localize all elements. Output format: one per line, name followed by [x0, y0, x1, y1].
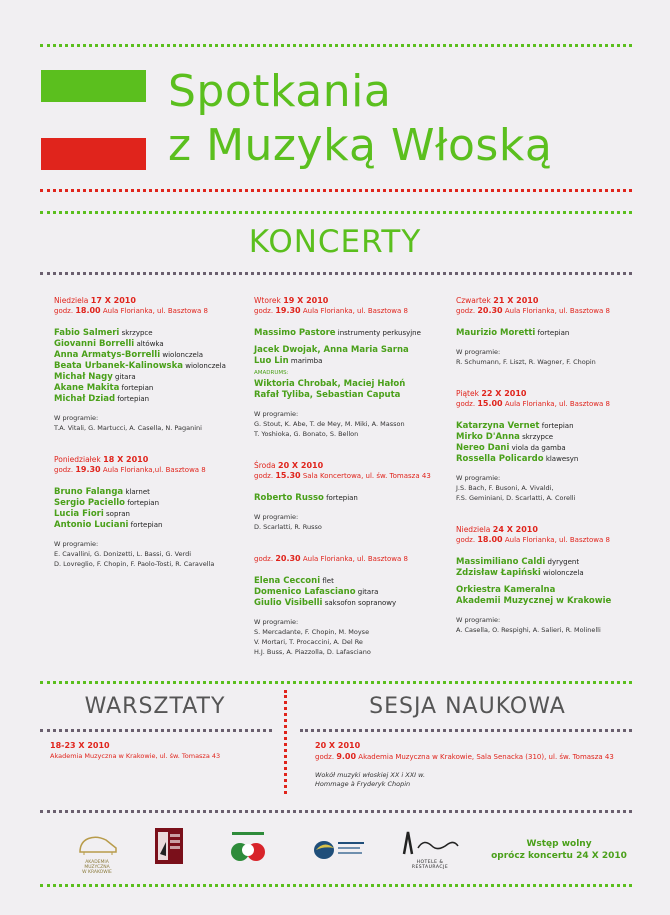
- concert-venue: Aula Florianka, ul. Basztowa 8: [302, 307, 408, 315]
- performer-instrument: fortepian: [127, 499, 160, 507]
- hotel-caption: HOTELE & RESTAURACJE: [411, 860, 449, 870]
- program-label: W programie:: [254, 618, 299, 626]
- performer-instrument: sopran: [106, 510, 130, 518]
- concert-date: 21 X 2010: [493, 296, 539, 305]
- grey-dots-right: [300, 729, 632, 732]
- concert-venue: Aula Florianka, ul. Basztowa 8: [504, 307, 610, 315]
- performer-row: [456, 421, 656, 432]
- concert-time: 20.30: [275, 554, 301, 563]
- concert-time: 15.30: [275, 471, 301, 480]
- concert-column-1: [54, 296, 254, 591]
- flag-green-stripe: [41, 70, 146, 102]
- concert-time-label: godz.: [54, 307, 74, 315]
- program-label: W programie:: [456, 616, 501, 624]
- akademia-text-1: AKADEMIA: [85, 860, 109, 865]
- title-line1: Spotkania: [168, 66, 392, 117]
- akademia-text-2: MUZYCZNA: [84, 865, 110, 870]
- grey-dots-1: [40, 272, 632, 275]
- program-line: A. Casella, O. Respighi, A. Salieri, R. Molinelli: [456, 626, 601, 634]
- performer-row: [254, 598, 454, 609]
- concert-day: Poniedziałek: [54, 455, 101, 464]
- performer-name: Elena Cecconi: [254, 576, 321, 586]
- program-line: D. Lovreglio, F. Chopin, F. Paolo-Tosti, R. Caravella: [54, 560, 215, 568]
- performer-name: Orkiestra Kameralna: [456, 585, 556, 595]
- concert-block: [456, 389, 656, 525]
- performer-row: [54, 350, 254, 361]
- concert-time-venue: [54, 465, 254, 475]
- performer-name: Akademii Muzycznej w Krakowie: [456, 596, 612, 606]
- performer-name: Lucia Fiori: [54, 509, 104, 519]
- concert-time-label: godz.: [254, 307, 274, 315]
- concert-time-label: godz.: [456, 400, 476, 408]
- performer-row: [456, 557, 656, 568]
- performer-instrument: skrzypce: [121, 329, 153, 337]
- top-green-dots: [40, 44, 632, 47]
- performer-row: [456, 568, 656, 579]
- concert-day: Czwartek: [456, 296, 491, 305]
- concert-block: [254, 461, 454, 554]
- performer-name: Antonio Luciani: [54, 520, 129, 530]
- performer-instrument: klawesyn: [545, 455, 579, 463]
- concert-date: 17 X 2010: [90, 296, 136, 305]
- performer-name: Giulio Visibelli: [254, 598, 323, 608]
- performer-name: Michał Nagy: [54, 372, 113, 382]
- performer-instrument: dyrygent: [547, 558, 580, 566]
- concert-venue: Aula Florianka,ul. Basztowa 8: [102, 466, 206, 474]
- performer-instrument: instrumenty perkusyjne: [337, 329, 421, 337]
- performer-instrument: flet: [322, 577, 334, 585]
- performer-name: Mirko D'Anna: [456, 432, 520, 442]
- concert-time-venue: [456, 399, 656, 409]
- session-date: 20 X 2010: [315, 741, 361, 750]
- performer-instrument: fortepian: [117, 395, 150, 403]
- performer-row: [54, 520, 254, 531]
- red-dots-1: [40, 189, 632, 192]
- admission: [484, 838, 634, 862]
- performer-name: Nereo Dani: [456, 443, 510, 453]
- concert-day: Niedziela: [54, 296, 89, 305]
- concert-day: Wtorek: [254, 296, 281, 305]
- performer-instrument: fortepian: [121, 384, 154, 392]
- comites-logo: [226, 832, 270, 864]
- performer-name: Akane Makita: [54, 383, 120, 393]
- performer-row: [54, 339, 254, 350]
- program-line: R. Schumann, F. Liszt, R. Wagner, F. Chopin: [456, 358, 596, 366]
- concert-time-label: godz.: [54, 466, 74, 474]
- performer-instrument: viola da gamba: [511, 444, 566, 452]
- workshops-date: 18-23 X 2010: [50, 741, 110, 750]
- performer-row: [54, 361, 254, 372]
- performer-name: Fabio Salmeri: [54, 328, 120, 338]
- flag-red-stripe: [41, 138, 146, 170]
- concert-column-3: [456, 296, 656, 657]
- concert-day-date: [54, 455, 254, 465]
- concert-block: [254, 554, 454, 679]
- concert-day-date: [456, 296, 656, 306]
- akademia-text-3: W KRAKOWIE: [82, 870, 112, 875]
- program-line: V. Mortari, T. Procaccini, A. Del Re: [254, 638, 363, 646]
- concert-day-date: [54, 296, 254, 306]
- performer-row: [254, 493, 454, 504]
- performer-row: [54, 487, 254, 498]
- concert-block: [54, 455, 254, 591]
- performer-name: Bruno Falanga: [54, 487, 124, 497]
- concert-venue: Aula Florianka, ul. Basztowa 8: [504, 400, 610, 408]
- performer-instrument: wiolonczela: [185, 362, 226, 370]
- program-line: D. Scarlatti, R. Russo: [254, 523, 322, 531]
- concert-time-label: godz.: [456, 307, 476, 315]
- performer-row: [254, 390, 454, 401]
- program-label: W programie:: [456, 474, 501, 482]
- performer-instrument: altówka: [136, 340, 164, 348]
- program-line: G. Stout, K. Abe, T. de Mey, M. Miki, A. Masson: [254, 420, 405, 428]
- performer-instrument: gitara: [357, 588, 379, 596]
- performer-instrument: gitara: [115, 373, 136, 381]
- program-line: H.J. Buss, A. Piazzolla, D. Lafasciano: [254, 648, 371, 656]
- grey-dots-2: [40, 810, 632, 813]
- hotel-restaurant-logo: [398, 830, 462, 870]
- concert-time: 18.00: [477, 535, 503, 544]
- concert-time: 20.30: [477, 306, 503, 315]
- performer-instrument: fortepian: [537, 329, 570, 337]
- program-line: J.S. Bach, F. Busoni, A. Vivaldi,: [456, 484, 554, 492]
- concert-block: [456, 525, 656, 657]
- concert-day: Niedziela: [456, 525, 491, 534]
- session-topic: [315, 771, 425, 789]
- green-dots-2: [40, 681, 632, 684]
- workshops-venue: Akademia Muzyczna w Krakowie, ul. św. Tomasza 43: [50, 752, 221, 760]
- concert-date: 20 X 2010: [278, 461, 324, 470]
- bottom-green-dots: [40, 884, 632, 887]
- concert-day: Środa: [254, 461, 276, 470]
- concert-date: 19 X 2010: [283, 296, 329, 305]
- concert-time-venue: [456, 306, 656, 316]
- performer-name: Zdzisław Łapiński: [456, 568, 541, 578]
- performer-name: Rossella Policardo: [456, 454, 544, 464]
- concert-date: 18 X 2010: [103, 455, 149, 464]
- performer-name: Michał Dziad: [54, 394, 116, 404]
- swallow-icon: [310, 836, 368, 862]
- piano-icon: [72, 830, 122, 856]
- performer-instrument: fortepian: [130, 521, 163, 529]
- performer-row: [54, 328, 254, 339]
- concert-venue: Aula Florianka, ul. Basztowa 8: [302, 555, 408, 563]
- program-line: F.S. Geminiani, D. Scarlatti, A. Corelli: [456, 494, 576, 502]
- performer-name: Luo Lin: [254, 356, 289, 366]
- program-label: W programie:: [456, 348, 501, 356]
- performer-instrument: fortepian: [541, 422, 574, 430]
- concert-time-venue: [456, 535, 656, 545]
- concert-time-venue: [254, 471, 454, 481]
- program-line: T. Yoshioka, G. Bonato, S. Bellon: [254, 430, 359, 438]
- admission-line2: oprócz koncertu 24 X 2010: [491, 851, 627, 861]
- performer-row: [254, 345, 454, 356]
- performer-name: Wiktoria Chrobak, Maciej Hałoń: [254, 379, 406, 389]
- concert-time: 19.30: [75, 465, 101, 474]
- concert-day-date: [254, 461, 454, 471]
- akademia-muzyczna-logo: [72, 830, 122, 874]
- performer-row: [254, 379, 454, 390]
- performer-row: [254, 576, 454, 587]
- performer-row: [254, 356, 454, 367]
- performer-row: [456, 328, 656, 339]
- concert-time: 15.00: [477, 399, 503, 408]
- concert-day-date: [456, 389, 656, 399]
- session-time-venue: [315, 752, 614, 761]
- performer-name: Domenico Lafasciano: [254, 587, 356, 597]
- session-topic-line2: Hommage à Fryderyk Chopin: [315, 780, 411, 788]
- istituto-emblem-icon: [155, 828, 183, 864]
- session-venue: Akademia Muzyczna w Krakowie, Sala Senacka (310), ul. św. Tomasza 43: [358, 753, 614, 761]
- green-dots-1: [40, 211, 632, 214]
- performer-name: Beata Urbanek-Kalinowska: [54, 361, 183, 371]
- concerts-heading: KONCERTY: [248, 224, 422, 260]
- concert-time-venue: [254, 306, 454, 316]
- performer-row: [456, 432, 656, 443]
- concert-time-label: godz.: [254, 555, 274, 563]
- concert-day-date: [254, 296, 454, 306]
- performer-row: [254, 328, 454, 339]
- concert-time: 18.00: [75, 306, 101, 315]
- performer-name: Sergio Paciello: [54, 498, 125, 508]
- swallow-logo: [310, 836, 368, 862]
- performer-name: Giovanni Borrelli: [54, 339, 135, 349]
- concert-venue: Sala Koncertowa, ul. św. Tomasza 43: [302, 472, 431, 480]
- concert-venue: Aula Florianka, ul. Basztowa 8: [504, 536, 610, 544]
- performer-name: Roberto Russo: [254, 493, 324, 503]
- program-label: W programie:: [254, 410, 299, 418]
- program-line: E. Cavallini, G. Donizetti, L. Bassi, G. Verdi: [54, 550, 192, 558]
- concert-time-venue: [54, 306, 254, 316]
- program-line: S. Mercadante, F. Chopin, M. Moyse: [254, 628, 370, 636]
- session-time-label: godz.: [315, 753, 335, 761]
- session-topic-line1: Wokół muzyki włoskiej XX i XXI w.: [315, 771, 426, 779]
- vertical-red-dots: [284, 690, 287, 794]
- performer-row: [54, 394, 254, 405]
- performer-row: [54, 383, 254, 394]
- performer-name: Jacek Dwojak, Anna Maria Sarna: [254, 345, 409, 355]
- performer-row: [456, 454, 656, 465]
- performer-name: Anna Armatys-Borrelli: [54, 350, 161, 360]
- concert-venue: Aula Florianka, ul. Basztowa 8: [102, 307, 208, 315]
- performer-row: [456, 585, 656, 596]
- istituto-italiano-di-cultura-logo: [155, 828, 183, 864]
- performer-row: [456, 596, 656, 607]
- concert-block: [54, 296, 254, 455]
- concert-time: 19.30: [275, 306, 301, 315]
- concert-column-2: [254, 296, 454, 679]
- concert-block: [456, 296, 656, 389]
- session-time: 9.00: [336, 752, 357, 761]
- concert-date: 22 X 2010: [481, 389, 527, 398]
- concert-time-venue: [254, 554, 454, 564]
- performer-row: [254, 367, 454, 379]
- program-label: W programie:: [54, 540, 99, 548]
- performer-row: [456, 443, 656, 454]
- performer-row: [54, 509, 254, 520]
- concert-time-label: godz.: [456, 536, 476, 544]
- performer-instrument: wiolonczela: [542, 569, 584, 577]
- hotel-logotype-icon: [398, 830, 462, 856]
- performer-row: [254, 587, 454, 598]
- performer-instrument: klarnet: [125, 488, 150, 496]
- performer-instrument: saksofon sopranowy: [324, 599, 397, 607]
- program-line: T.A. Vitali, G. Martucci, A. Casella, N. Paganini: [54, 424, 202, 432]
- performer-instrument: AMADRUMS:: [254, 370, 289, 376]
- performer-name: Rafał Tyliba, Sebastian Caputa: [254, 390, 401, 400]
- performer-row: [54, 372, 254, 383]
- concert-day: Piątek: [456, 389, 479, 398]
- comites-emblem-icon: [226, 832, 270, 864]
- performer-instrument: wiolonczela: [162, 351, 204, 359]
- performer-row: [54, 498, 254, 509]
- performer-name: Massimo Pastore: [254, 328, 336, 338]
- workshops-heading: WARSZTATY: [84, 694, 226, 719]
- performer-instrument: fortepian: [326, 494, 358, 502]
- concert-block: [254, 296, 454, 461]
- session-heading: SESJA NAUKOWA: [369, 694, 566, 719]
- grey-dots-left: [40, 729, 272, 732]
- performer-instrument: marimba: [290, 357, 323, 365]
- admission-line1: Wstęp wolny: [526, 839, 592, 849]
- program-label: W programie:: [54, 414, 99, 422]
- performer-instrument: skrzypce: [522, 433, 554, 441]
- concert-date: 24 X 2010: [492, 525, 538, 534]
- performer-name: Maurizio Moretti: [456, 328, 536, 338]
- performer-name: Massimiliano Caldi: [456, 557, 546, 567]
- performer-name: Katarzyna Vernet: [456, 421, 540, 431]
- title-line2: z Muzyką Włoską: [168, 120, 553, 171]
- concert-time-label: godz.: [254, 472, 274, 480]
- program-label: W programie:: [254, 513, 299, 521]
- concert-day-date: [456, 525, 656, 535]
